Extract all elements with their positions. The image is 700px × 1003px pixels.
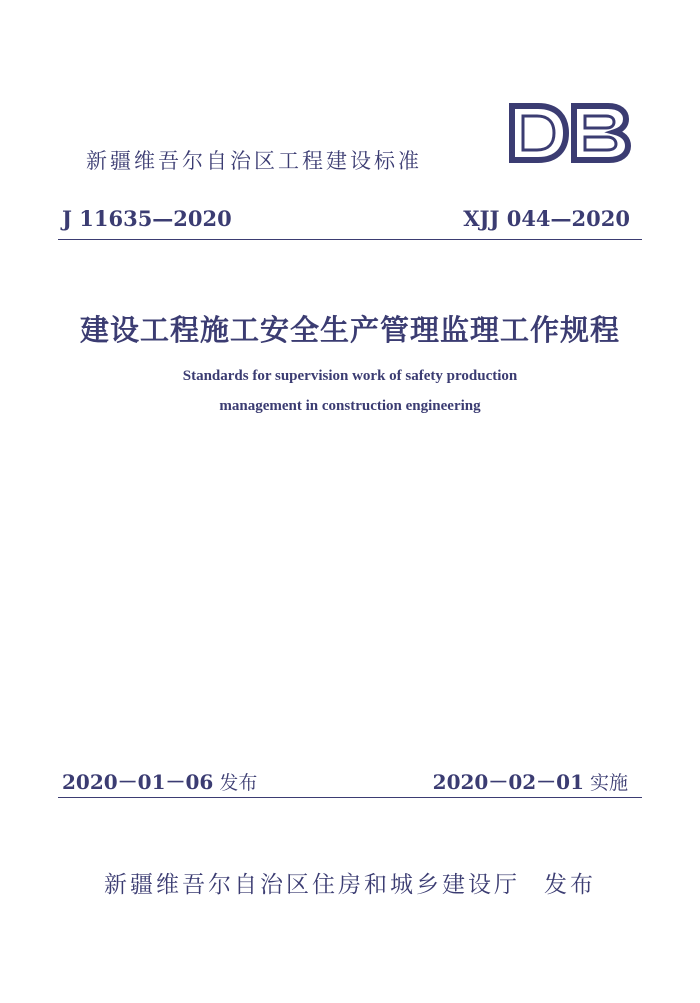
effective-date: 2020－02－01 xyxy=(432,770,584,794)
db-logo xyxy=(508,102,632,164)
effective-date-block xyxy=(433,766,628,795)
title-english-line1: Standards for supervision work of safety production xyxy=(182,368,518,384)
bottom-divider xyxy=(58,797,642,798)
issuer-department: 新疆维吾尔自治区住房和城乡建设厅 xyxy=(104,872,520,898)
db-logo-letter-b xyxy=(574,106,628,160)
title-chinese: 建设工程施工安全生产管理监理工作规程 xyxy=(79,313,620,347)
issue-date: 2020－01－06 xyxy=(62,770,214,794)
issue-label: 发布 xyxy=(219,772,258,794)
record-number: J 11635—2020 xyxy=(62,206,232,231)
issuer-line xyxy=(0,866,700,899)
title-english-line2: management in construction engineering xyxy=(219,398,481,414)
standard-number: XJJ 044—2020 xyxy=(463,206,630,231)
standard-series-label: 新疆维吾尔自治区工程建设标准 xyxy=(86,149,422,173)
effective-label: 实施 xyxy=(589,772,628,794)
db-logo-letter-d xyxy=(512,106,566,160)
issuer-action: 发布 xyxy=(544,872,596,898)
issue-date-block xyxy=(62,766,257,795)
top-divider xyxy=(58,239,642,240)
